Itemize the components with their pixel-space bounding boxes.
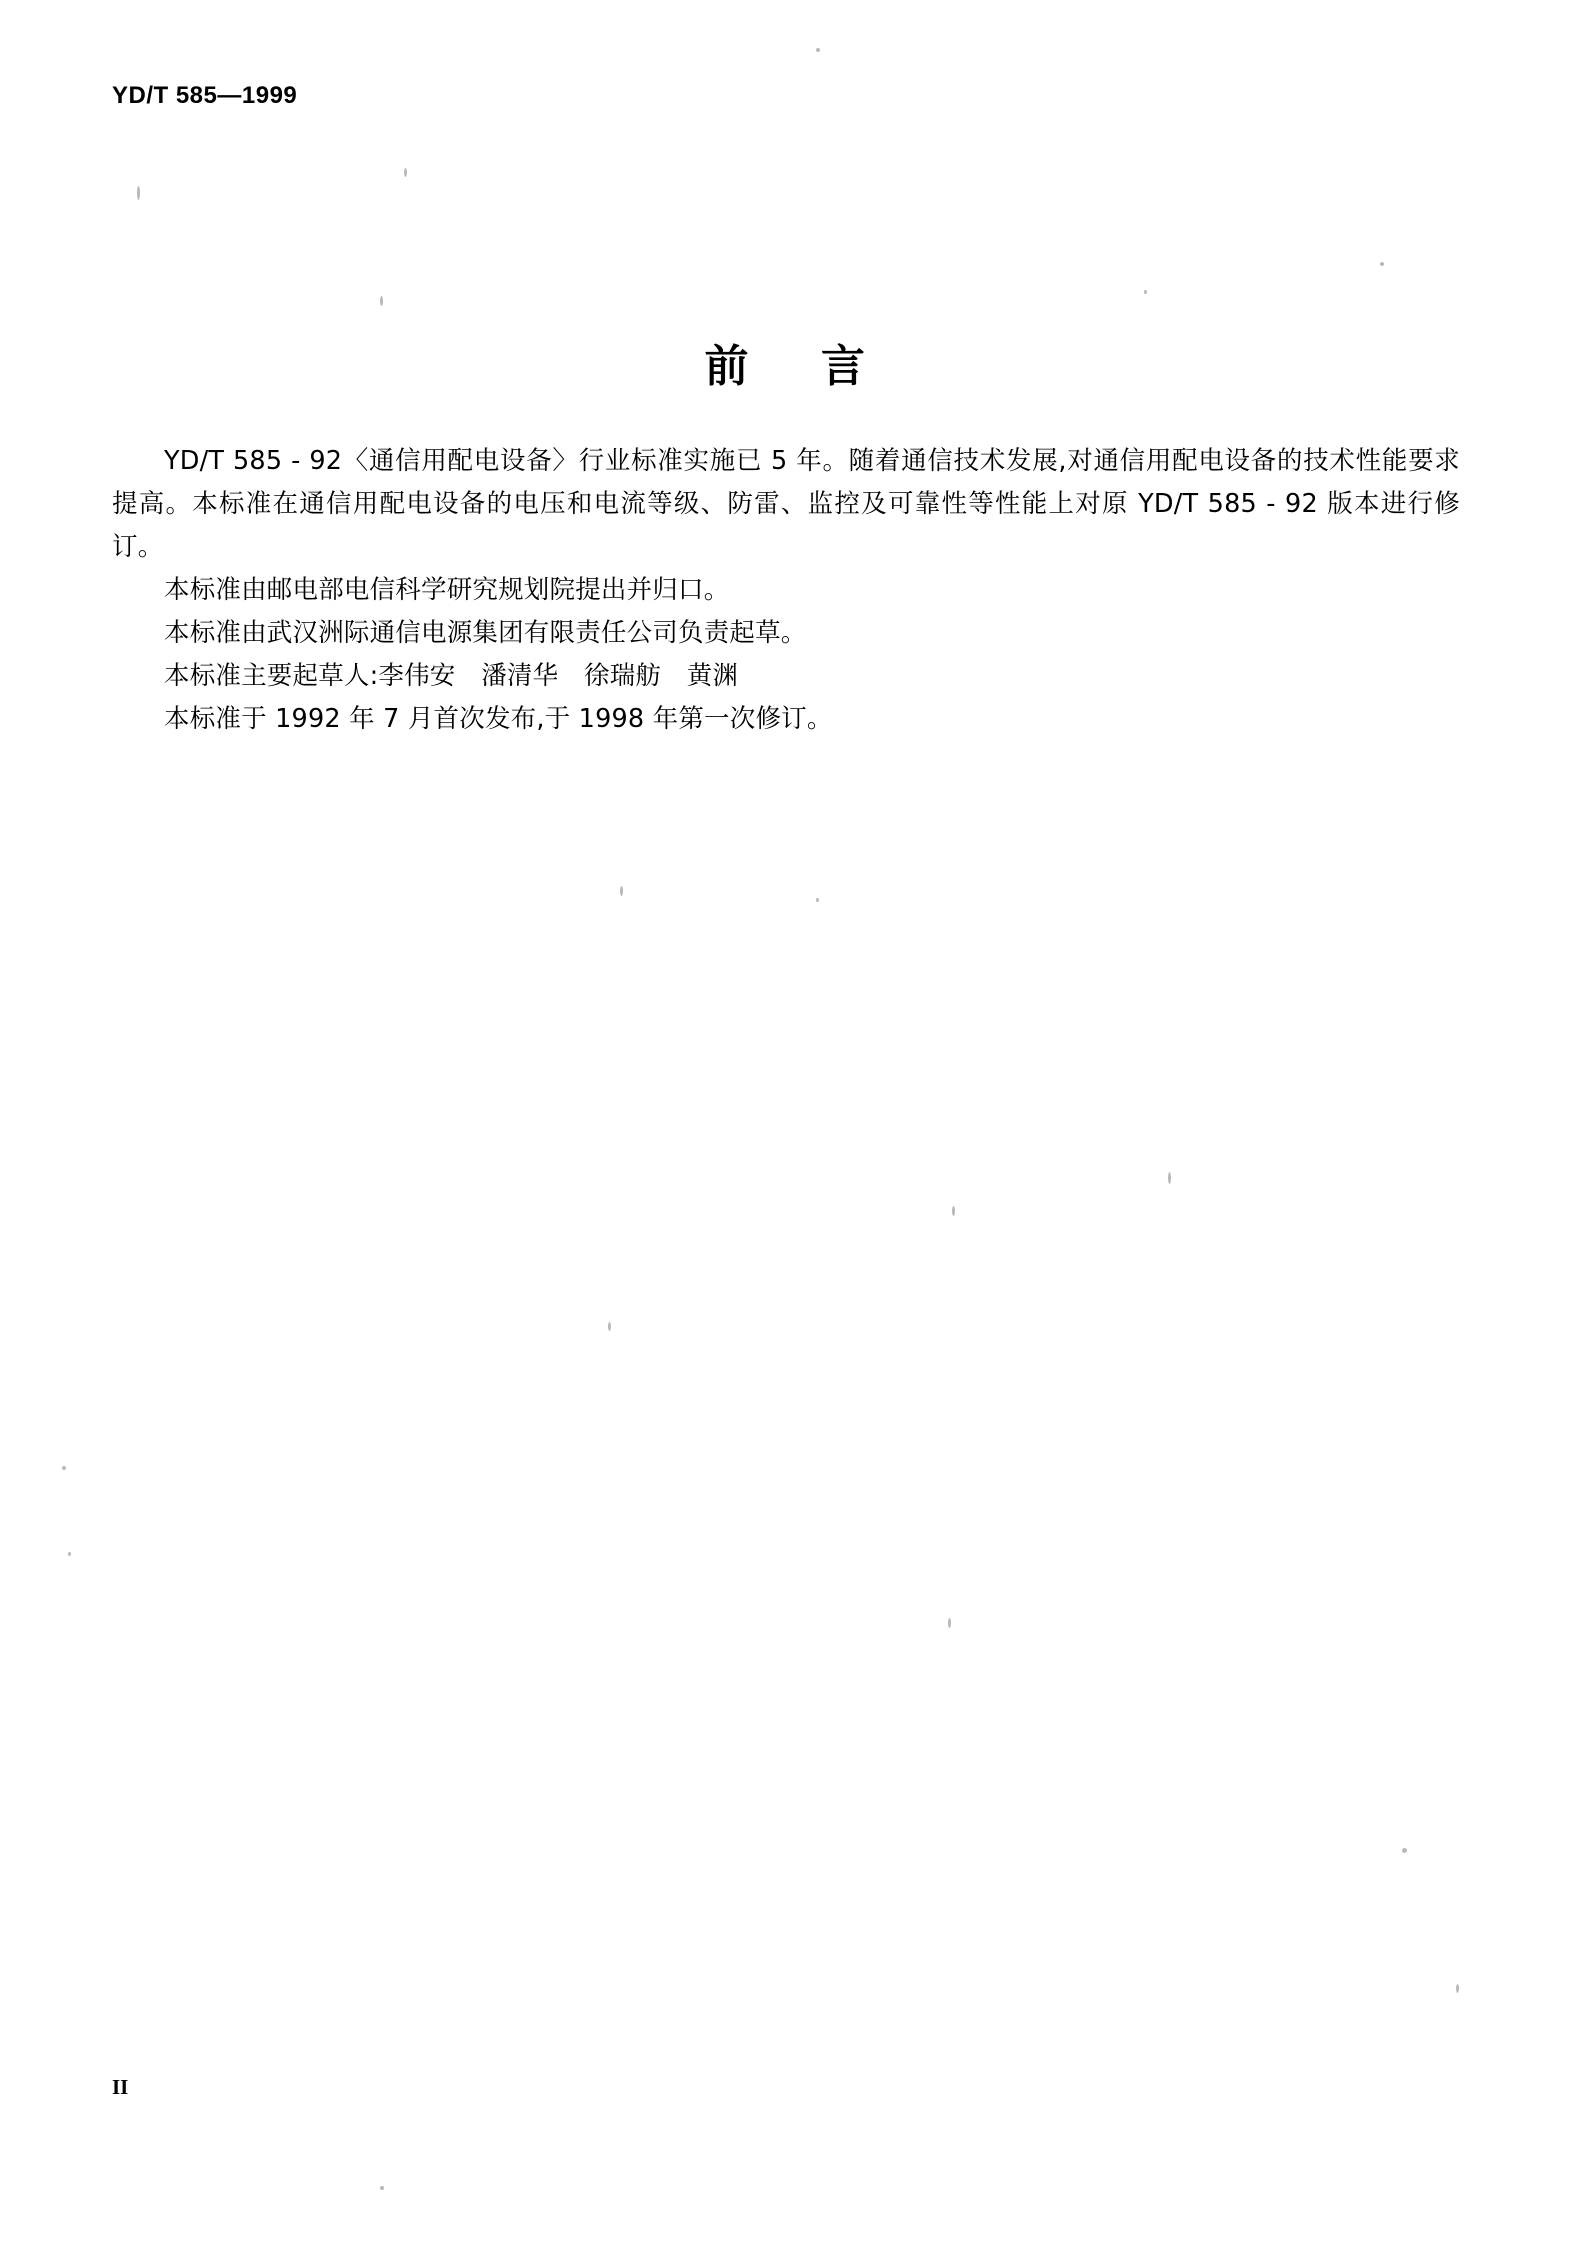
scan-speck [816, 48, 820, 52]
page-title-char-1: 前 [704, 341, 749, 392]
paragraph-proposer: 本标准由邮电部电信科学研究规划院提出并归口。 [164, 575, 730, 605]
scan-speck [1144, 290, 1147, 294]
scan-speck [380, 2186, 384, 2190]
scan-speck [137, 186, 140, 200]
scan-speck [1380, 262, 1384, 266]
scan-speck [62, 1466, 66, 1470]
scan-speck [1168, 1172, 1171, 1184]
paragraph-intro: YD/T 585 - 92〈通信用配电设备〉行业标准实施已 5 年。随着通信技术发展,对通信用配电设备的技术性能要求提高。本标准在通信用配电设备的电压和电流等级、防雷、监控及可靠性等性能上对原 YD/T 585 - 92 版本进行修订。 [112, 446, 1460, 562]
document-header-code: YD/T 585—1999 [112, 82, 298, 109]
scan-speck [1402, 1848, 1407, 1853]
scan-speck [1456, 1984, 1459, 1993]
paragraph-publication-history: 本标准于 1992 年 7 月首次发布,于 1998 年第一次修订。 [164, 704, 833, 734]
page-title-char-2: 言 [821, 341, 866, 392]
page-title [0, 330, 1570, 394]
scan-speck [608, 1322, 611, 1331]
scan-speck [404, 168, 407, 177]
scan-speck [948, 1618, 951, 1628]
page-number: II [112, 2075, 129, 2099]
scan-speck [620, 886, 623, 896]
paragraph-drafter: 本标准由武汉洲际通信电源集团有限责任公司负责起草。 [164, 618, 807, 648]
scan-speck [952, 1206, 955, 1216]
paragraph-authors: 本标准主要起草人:李伟安 潘清华 徐瑞舫 黄渊 [164, 661, 739, 691]
document-body [112, 440, 1460, 741]
scan-speck [68, 1552, 71, 1556]
scan-speck [816, 898, 819, 902]
scan-speck [380, 296, 383, 306]
